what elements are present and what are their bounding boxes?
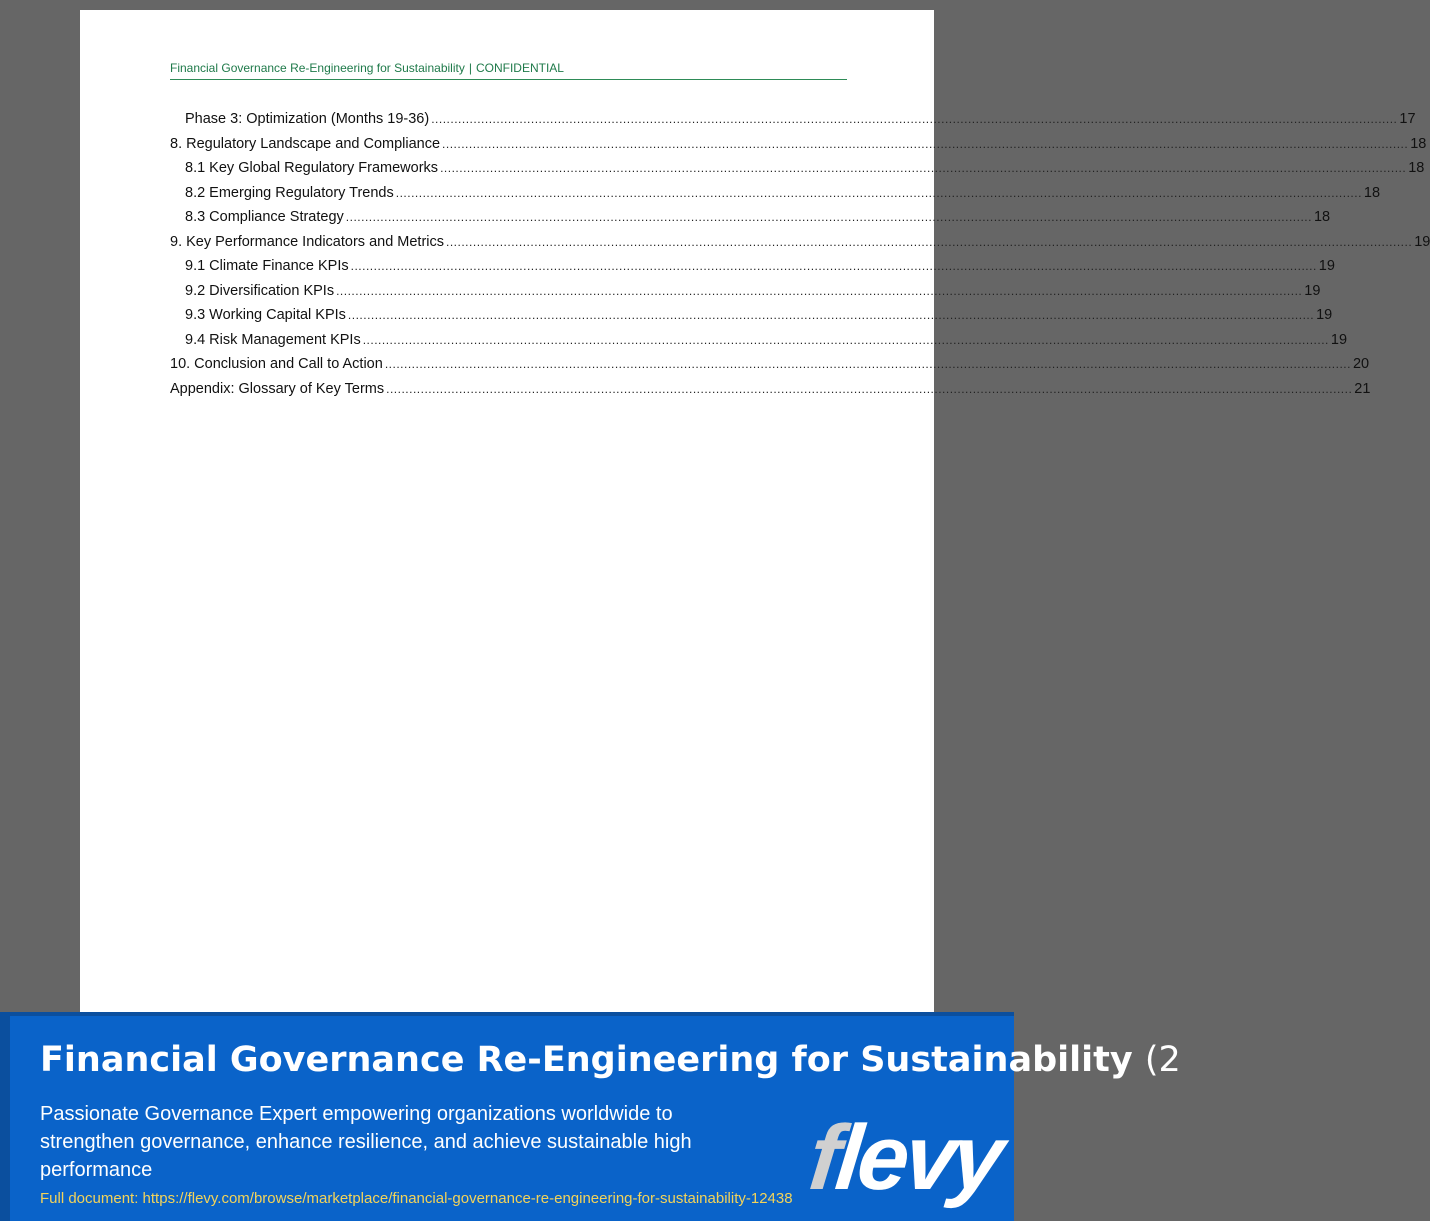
toc-entry[interactable] xyxy=(170,380,1371,406)
document-page xyxy=(80,10,1430,1012)
toc-leader-dots xyxy=(386,382,1352,396)
toc-entry-page: 19 xyxy=(1304,282,1321,299)
toc-entry-page: 17 xyxy=(1399,111,1416,127)
toc-entry-page: 18 xyxy=(1408,160,1425,176)
toc-entry-label: 9.3 Working Capital KPIs xyxy=(185,307,346,323)
header-confidential: CONFIDENTIAL xyxy=(475,61,564,75)
toc-entry-page: 18 xyxy=(1313,209,1331,225)
toc-entry[interactable] xyxy=(170,307,1333,332)
toc-leader-dots xyxy=(442,137,1408,151)
full-document-link[interactable]: Full document: https://flevy.com/browse/marketplace/financial-governance-re-engineering-for-sustainability-12438 xyxy=(40,1190,793,1207)
toc-entry-label: Phase 3: Optimization (Months 19-36) xyxy=(185,111,430,127)
toc-entry-label: 9.4 Risk Management KPIs xyxy=(185,331,361,348)
toc-entry[interactable] xyxy=(170,184,1381,210)
toc-entry-page: 18 xyxy=(1410,135,1427,152)
toc-entry[interactable] xyxy=(170,111,1416,136)
toc-entry-page: 19 xyxy=(1330,331,1348,348)
toc-entry-page: 18 xyxy=(1363,184,1381,201)
toc-leader-dots xyxy=(348,308,1314,322)
banner-title: Financial Governance Re-Engineering for Sustainability (2 xyxy=(40,1040,1181,1080)
flevy-logo[interactable] xyxy=(804,1107,1006,1209)
toc-entry-page: 19 xyxy=(1318,258,1335,274)
toc-entry-label: 9.1 Climate Finance KPIs xyxy=(185,258,349,274)
toc-entry[interactable] xyxy=(170,282,1321,308)
header-doc-title: Financial Governance Re-Engineering for Sustainability xyxy=(170,61,465,75)
toc-entry[interactable] xyxy=(170,233,1430,259)
toc-entry[interactable] xyxy=(170,258,1335,283)
toc-entry-label: 8.1 Key Global Regulatory Frameworks xyxy=(185,160,439,176)
toc-entry[interactable] xyxy=(170,331,1348,357)
toc-entry[interactable] xyxy=(170,160,1425,185)
running-header xyxy=(170,61,847,80)
toc-entry-label: 9.2 Diversification KPIs xyxy=(185,282,335,299)
toc-entry[interactable] xyxy=(170,135,1427,161)
header-separator: | xyxy=(468,61,472,75)
logo-f: f xyxy=(804,1107,843,1209)
toc-entry-page: 19 xyxy=(1414,233,1430,250)
promo-banner xyxy=(0,1012,1181,1221)
toc-entry-label: Appendix: Glossary of Key Terms xyxy=(170,380,385,397)
toc-leader-dots xyxy=(446,235,1412,249)
toc-entry-label: 9. Key Performance Indicators and Metrics xyxy=(170,233,445,250)
table-of-contents xyxy=(170,111,1430,405)
toc-entry[interactable] xyxy=(170,356,1370,381)
banner-subtitle: Passionate Governance Expert empowering organizations worldwide to strengthen governance, enhance resilience, and achieve sustainable high performance xyxy=(40,1103,692,1181)
toc-leader-dots xyxy=(440,161,1406,175)
toc-entry-page: 19 xyxy=(1316,307,1333,323)
toc-leader-dots xyxy=(363,333,1329,347)
banner-title-suffix: (2 xyxy=(1144,1040,1181,1080)
toc-leader-dots xyxy=(346,210,1312,224)
toc-entry-page: 21 xyxy=(1354,380,1371,397)
toc-entry-label: 10. Conclusion and Call to Action xyxy=(170,356,383,372)
toc-entry-label: 8. Regulatory Landscape and Compliance xyxy=(170,135,441,152)
toc-leader-dots xyxy=(351,259,1317,273)
toc-entry-label: 8.2 Emerging Regulatory Trends xyxy=(185,184,394,201)
toc-entry-label: 8.3 Compliance Strategy xyxy=(185,209,344,225)
toc-leader-dots xyxy=(396,186,1362,200)
toc-leader-dots xyxy=(431,112,1397,126)
toc-leader-dots xyxy=(336,284,1302,298)
toc-entry-page: 20 xyxy=(1352,356,1370,372)
toc-entry[interactable] xyxy=(170,209,1331,234)
logo-rest: levy xyxy=(831,1107,1006,1209)
toc-leader-dots xyxy=(385,357,1351,371)
